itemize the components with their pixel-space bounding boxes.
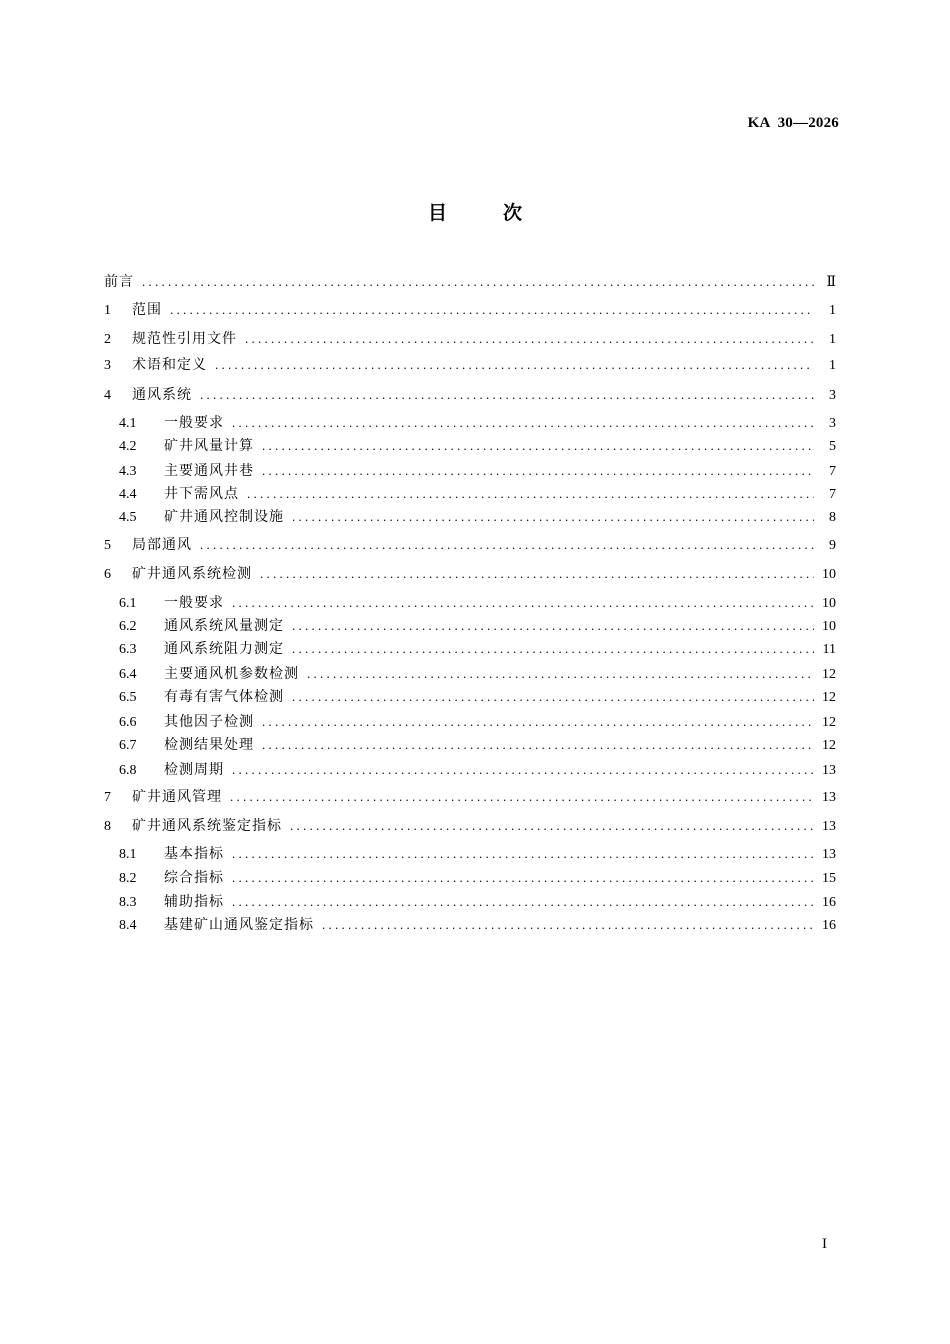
toc-dot-leader xyxy=(322,915,814,935)
toc-dot-leader xyxy=(230,787,814,807)
toc-entry-4-3[interactable] xyxy=(119,461,836,481)
toc-entry-number: 6.1 xyxy=(119,596,137,611)
toc-entry-page: 12 xyxy=(822,738,836,753)
toc-dot-leader xyxy=(290,816,814,836)
page-number: I xyxy=(822,1236,827,1252)
toc-entry-label: 井下需风点 xyxy=(164,484,247,504)
toc-entry-page: 1 xyxy=(829,358,836,373)
toc-entry-number: 8 xyxy=(104,819,111,834)
toc-entry-page: 16 xyxy=(822,918,836,933)
toc-dot-leader xyxy=(292,616,814,636)
toc-entry-number: 4.4 xyxy=(119,487,137,502)
toc-entry-number: 6.2 xyxy=(119,619,137,634)
toc-entry-label: 局部通风 xyxy=(132,535,200,555)
toc-entry-number: 8.4 xyxy=(119,918,137,933)
toc-entry-1[interactable] xyxy=(104,300,836,320)
toc-entry-page: 9 xyxy=(829,538,836,553)
toc-entry-page: 13 xyxy=(822,790,836,805)
toc-entry-3[interactable] xyxy=(104,355,836,375)
toc-entry-number: 8.1 xyxy=(119,847,137,862)
toc-entry-page: Ⅱ xyxy=(826,275,836,290)
toc-entry-4-5[interactable] xyxy=(119,507,836,527)
toc-entry-page: 12 xyxy=(822,715,836,730)
toc-entry-6[interactable] xyxy=(104,564,836,584)
toc-entry-4-2[interactable] xyxy=(119,436,836,456)
toc-entry-number: 4.3 xyxy=(119,464,137,479)
toc-entry-6-7[interactable] xyxy=(119,735,836,755)
toc-entry-label: 辅助指标 xyxy=(164,892,232,912)
toc-entry-4[interactable] xyxy=(104,385,836,405)
toc-title-part2: 次 xyxy=(503,202,523,224)
toc-dot-leader xyxy=(307,664,814,684)
toc-entry-number: 4.2 xyxy=(119,439,137,454)
toc-entry-page: 7 xyxy=(829,464,836,479)
toc-entry-page: 13 xyxy=(822,819,836,834)
toc-dot-leader xyxy=(245,329,814,349)
toc-entry-7[interactable] xyxy=(104,787,836,807)
toc-entry-page: 1 xyxy=(829,332,836,347)
toc-dot-leader xyxy=(142,272,814,292)
toc-dot-leader xyxy=(232,892,814,912)
toc-entry-label: 有毒有害气体检测 xyxy=(164,687,292,707)
toc-entry-label: 主要通风井巷 xyxy=(164,461,262,481)
toc-entry-page: 13 xyxy=(822,847,836,862)
toc-entry-number: 4.1 xyxy=(119,416,137,431)
toc-entry-page: 3 xyxy=(829,416,836,431)
toc-entry-label: 其他因子检测 xyxy=(164,712,262,732)
toc-entry-number: 6.8 xyxy=(119,763,137,778)
toc-entry-8-4[interactable] xyxy=(119,915,836,935)
toc-entry-page: 3 xyxy=(829,388,836,403)
toc-entry-page: 10 xyxy=(822,567,836,582)
toc-entry-number: 5 xyxy=(104,538,111,553)
toc-entry-label: 术语和定义 xyxy=(132,355,215,375)
toc-dot-leader xyxy=(262,461,814,481)
toc-dot-leader xyxy=(200,535,814,555)
toc-entry-number: 6.5 xyxy=(119,690,137,705)
toc-entry-page: 10 xyxy=(822,619,836,634)
toc-entry-number: 2 xyxy=(104,332,111,347)
toc-entry-label: 规范性引用文件 xyxy=(132,329,245,349)
toc-dot-leader xyxy=(232,868,814,888)
toc-entry-5[interactable] xyxy=(104,535,836,555)
toc-dot-leader xyxy=(260,564,814,584)
toc-entry-label: 范围 xyxy=(132,300,170,320)
toc-entry-page: 1 xyxy=(829,303,836,318)
toc-dot-leader xyxy=(262,735,814,755)
toc-dot-leader xyxy=(262,712,814,732)
toc-dot-leader xyxy=(170,300,814,320)
toc-entry-number: 8.3 xyxy=(119,895,137,910)
toc-entry-label: 主要通风机参数检测 xyxy=(164,664,307,684)
toc-dot-leader xyxy=(292,507,814,527)
toc-dot-leader xyxy=(247,484,814,504)
toc-entry-6-5[interactable] xyxy=(119,687,836,707)
toc-entry-number: 4 xyxy=(104,388,111,403)
toc-entry-page: 12 xyxy=(822,690,836,705)
toc-entry-2[interactable] xyxy=(104,329,836,349)
toc-entry-6-4[interactable] xyxy=(119,664,836,684)
toc-entry-page: 10 xyxy=(822,596,836,611)
toc-dot-leader xyxy=(232,593,814,613)
toc-dot-leader xyxy=(262,436,814,456)
toc-entry-page: 13 xyxy=(822,763,836,778)
document-code: KA 30—2026 xyxy=(747,115,839,131)
toc-entry-6-3[interactable] xyxy=(119,639,836,659)
toc-entry-6-6[interactable] xyxy=(119,712,836,732)
toc-dot-leader xyxy=(232,844,814,864)
toc-entry-number: 4.5 xyxy=(119,510,137,525)
toc-entry-number: 6.6 xyxy=(119,715,137,730)
toc-entry-label: 一般要求 xyxy=(164,413,232,433)
toc-entry-number: 7 xyxy=(104,790,111,805)
toc-dot-leader xyxy=(292,687,814,707)
toc-entry-page: 8 xyxy=(829,510,836,525)
toc-entry-page: 11 xyxy=(822,642,836,657)
toc-entry-label: 通风系统 xyxy=(132,385,200,405)
toc-entry-label: 前言 xyxy=(104,272,142,292)
toc-dot-leader xyxy=(232,760,814,780)
toc-entry-8-2[interactable] xyxy=(119,868,836,888)
toc-entry-label: 矿井通风控制设施 xyxy=(164,507,292,527)
toc-entry-label: 通风系统阻力测定 xyxy=(164,639,292,659)
toc-entry-label: 通风系统风量测定 xyxy=(164,616,292,636)
toc-entry-label: 检测结果处理 xyxy=(164,735,262,755)
toc-entry-8-1[interactable] xyxy=(119,844,836,864)
toc-entry-6-1[interactable] xyxy=(119,593,836,613)
toc-entry-page: 16 xyxy=(822,895,836,910)
toc-entry-page: 5 xyxy=(829,439,836,454)
toc-entry-number: 6.3 xyxy=(119,642,137,657)
toc-dot-leader xyxy=(200,385,814,405)
toc-entry-8[interactable] xyxy=(104,816,836,836)
toc-entry-8-3[interactable] xyxy=(119,892,836,912)
toc-title-part1: 目 xyxy=(427,202,447,224)
toc-entry-page: 7 xyxy=(829,487,836,502)
toc-entry-label: 检测周期 xyxy=(164,760,232,780)
toc-entry-page: 15 xyxy=(822,871,836,886)
toc-entry-number: 8.2 xyxy=(119,871,137,886)
toc-entry-label: 矿井通风管理 xyxy=(132,787,230,807)
toc-entry-number: 6.4 xyxy=(119,667,137,682)
toc-entry-6-8[interactable] xyxy=(119,760,836,780)
toc-entry-number: 6.7 xyxy=(119,738,137,753)
toc-dot-leader xyxy=(215,355,814,375)
toc-entry-4-1[interactable] xyxy=(119,413,836,433)
toc-dot-leader xyxy=(292,639,814,659)
toc-entry-label: 矿井通风系统鉴定指标 xyxy=(132,816,290,836)
toc-entry-label: 矿井风量计算 xyxy=(164,436,262,456)
toc-entry-4-4[interactable] xyxy=(119,484,836,504)
toc-entry-foreword[interactable] xyxy=(104,272,836,292)
toc-entry-number: 6 xyxy=(104,567,111,582)
toc-entry-page: 12 xyxy=(822,667,836,682)
toc-entry-label: 基建矿山通风鉴定指标 xyxy=(164,915,322,935)
toc-entry-label: 一般要求 xyxy=(164,593,232,613)
toc-entry-label: 矿井通风系统检测 xyxy=(132,564,260,584)
toc-entry-6-2[interactable] xyxy=(119,616,836,636)
toc-dot-leader xyxy=(232,413,814,433)
toc-entry-number: 3 xyxy=(104,358,111,373)
toc-entry-label: 综合指标 xyxy=(164,868,232,888)
toc-entry-number: 1 xyxy=(104,303,111,318)
toc-entry-label: 基本指标 xyxy=(164,844,232,864)
